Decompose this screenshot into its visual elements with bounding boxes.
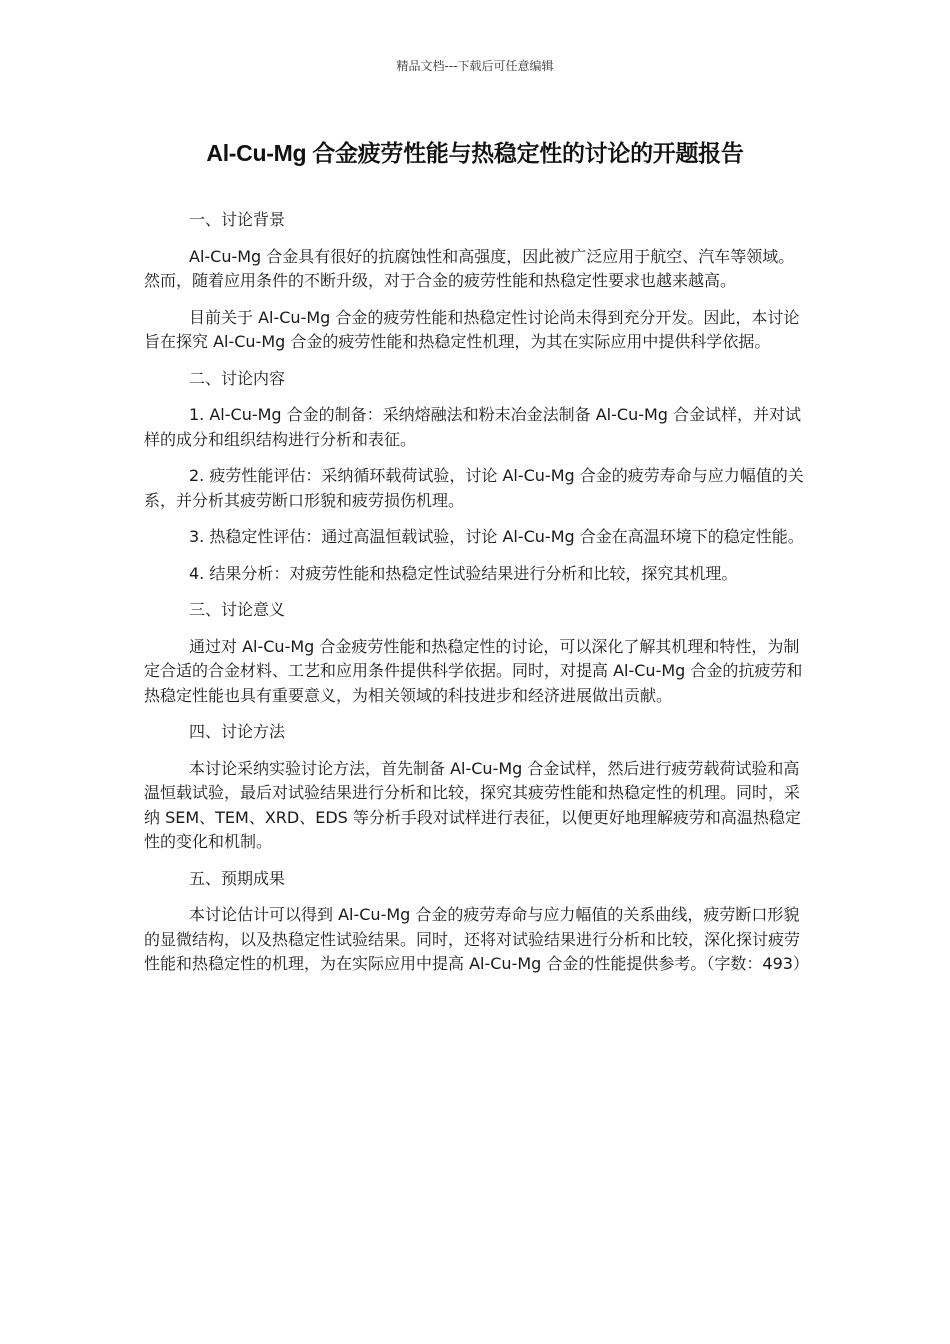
- header-note: 精品文档---下载后可任意编辑: [396, 59, 554, 73]
- paragraph: 本讨论采纳实验讨论方法，首先制备 Al-Cu-Mg 合金试样，然后进行疲劳载荷试验和高温恒载试验，最后对试验结果进行分析和比较，探究其疲劳性能和热稳定性的机理。同时，采纳 SEM、TEM、XRD、EDS 等分析手段对试样进行表征，以便更好地理解疲劳和高温热稳定性的变化和机制。: [144, 758, 801, 851]
- paragraph: 通过对 Al-Cu-Mg 合金疲劳性能和热稳定性的讨论，可以深化了解其机理和特性，为制定合适的合金材料、工艺和应用条件提供科学依据。同时，对提高 Al-Cu-Mg 合金的抗疲劳和热稳定性能也具有重要意义，为相关领域的科技进步和经济进展做出贡献。: [144, 636, 803, 705]
- document-body: [144, 208, 810, 989]
- list-item: 2. 疲劳性能评估：采纳循环载荷试验，讨论 Al-Cu-Mg 合金的疲劳寿命与应力幅值的关系，并分析其疲劳断口形貌和疲劳损伤机理。: [144, 466, 804, 510]
- section-heading-outcomes: 五、预期成果: [189, 868, 286, 888]
- list-item: 1. Al-Cu-Mg 合金的制备：采纳熔融法和粉末冶金法制备 Al-Cu-Mg 合金试样，并对试样的成分和组织结构进行分析和表征。: [144, 405, 802, 449]
- section-heading-significance: 三、讨论意义: [189, 600, 286, 619]
- paragraph: 本讨论估计可以得到 Al-Cu-Mg 合金的疲劳寿命与应力幅值的关系曲线，疲劳断口形貌的显微结构，以及热稳定性试验结果。同时，还将对试验结果进行分析和比较，深化探讨疲劳性能和热稳定性的机理，为在实际应用中提高 Al-Cu-Mg 合金的性能提供参考。（字数：493）: [144, 905, 809, 973]
- paragraph: 目前关于 Al-Cu-Mg 合金的疲劳性能和热稳定性讨论尚未得到充分开发。因此，本讨论旨在探究 Al-Cu-Mg 合金的疲劳性能和热稳定性机理，为其在实际应用中提供科学依据。: [144, 307, 800, 351]
- section-heading-method: 四、讨论方法: [189, 722, 286, 741]
- document-title: Al-Cu-Mg 合金疲劳性能与热稳定性的讨论的开题报告: [206, 140, 744, 166]
- list-item: 4. 结果分析：对疲劳性能和热稳定性试验结果进行分析和比较，探究其机理。: [189, 563, 738, 583]
- section-heading-background: 一、讨论背景: [189, 210, 286, 229]
- list-item: 3. 热稳定性评估：通过高温恒载试验，讨论 Al-Cu-Mg 合金在高温环境下的稳定性能。: [189, 527, 804, 546]
- section-heading-content: 二、讨论内容: [189, 368, 286, 388]
- paragraph: Al-Cu-Mg 合金具有很好的抗腐蚀性和高强度，因此被广泛应用于航空、汽车等领域。然而，随着应用条件的不断升级，对于合金的疲劳性能和热稳定性要求也越来越高。: [144, 246, 795, 290]
